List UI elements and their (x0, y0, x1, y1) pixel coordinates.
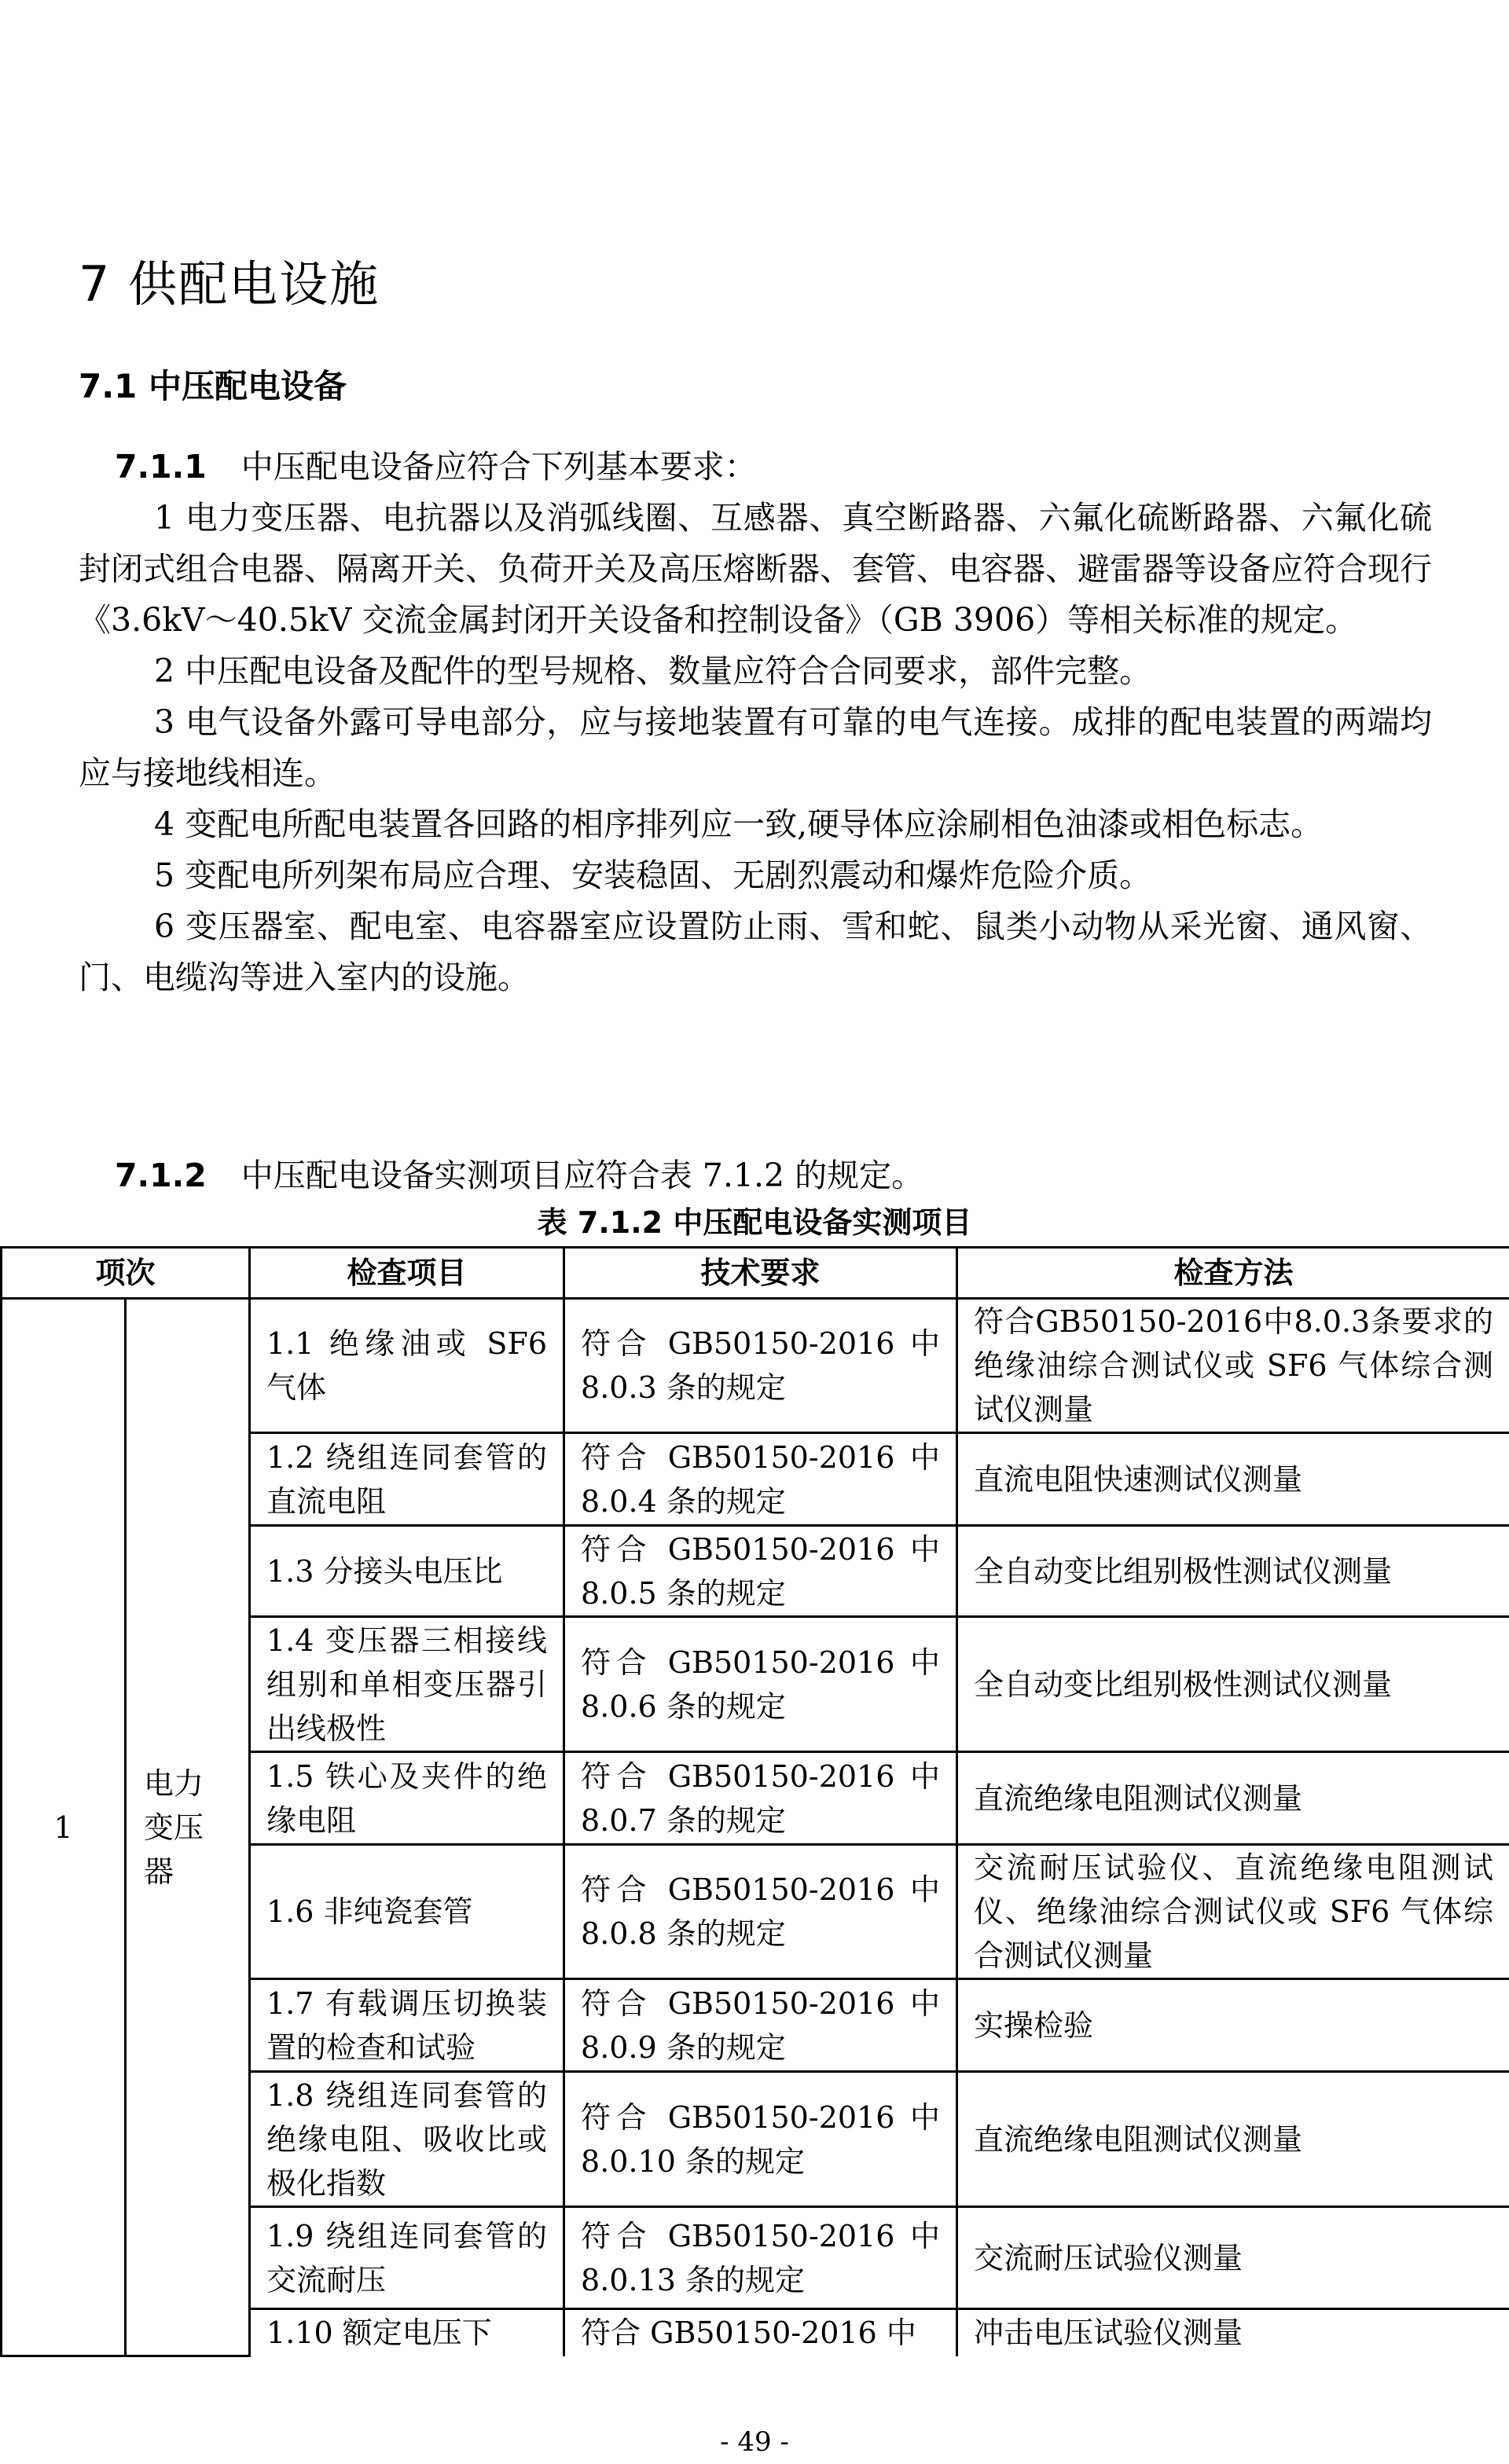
row-method: 直流绝缘电阻测试仪测量 (957, 1752, 1509, 1845)
row-method: 直流电阻快速测试仪测量 (957, 1433, 1509, 1526)
row-method: 直流绝缘电阻测试仪测量 (957, 2072, 1509, 2207)
chapter-title: 7 供配电设施 (79, 255, 380, 313)
clause-item: 4 变配电所配电装置各回路的相序排列应一致,硬导体应涂刷相色油漆或相色标志。 (154, 805, 1324, 843)
row-item: 1.6 非纯瓷套管 (250, 1845, 564, 1979)
row-item: 1.9 绕组连同套管的交流耐压 (250, 2207, 564, 2309)
page-number: - 49 - (720, 2426, 789, 2458)
row-requirement: 符合 GB50150-2016 中 8.0.3 条的规定 (564, 1299, 957, 1433)
clause-text: 中压配电设备实测项目应符合表 7.1.2 的规定。 (240, 1157, 924, 1194)
header-requirement: 技术要求 (564, 1248, 957, 1299)
row-item: 1.5 铁心及夹件的绝缘电阻 (250, 1752, 564, 1845)
clause-heading (79, 1150, 1432, 1201)
row-requirement: 符合 GB50150-2016 中 8.0.9 条的规定 (564, 1979, 957, 2072)
clause-item: 5 变配电所列架布局应合理、安装稳固、无剧烈震动和爆炸危险介质。 (154, 856, 1152, 894)
row-requirement: 符合 GB50150-2016 中 8.0.5 条的规定 (564, 1526, 957, 1617)
inspection-table (0, 1246, 1509, 2357)
row-requirement: 符合 GB50150-2016 中 8.0.8 条的规定 (564, 1845, 957, 1979)
clause-item: 1 电力变压器、电抗器以及消弧线圈、互感器、真空断路器、六氟化硫断路器、六氟化硫封闭式组合电器、隔离开关、负荷开关及高压熔断器、套管、电容器、避雷器等设备应符合现行《3.6kV～40.5kV 交流金属封闭开关设备和控制设备》（GB 3906）等相关标准的规定。 (79, 499, 1432, 639)
section-title: 7.1 中压配电设备 (79, 367, 347, 405)
row-method: 实操检验 (957, 1979, 1509, 2072)
row-method: 全自动变比组别极性测试仪测量 (957, 1617, 1509, 1752)
row-item: 1.4 变压器三相接线组别和单相变压器引出线极性 (250, 1617, 564, 1752)
row-item: 1.10 额定电压下 (250, 2309, 564, 2356)
row-requirement: 符合 GB50150-2016 中 8.0.7 条的规定 (564, 1752, 957, 1845)
clause-7-1-1 (79, 442, 1432, 1003)
row-item: 1.2 绕组连同套管的直流电阻 (250, 1433, 564, 1526)
row-requirement: 符合 GB50150-2016 中 8.0.10 条的规定 (564, 2072, 957, 2207)
row-method: 交流耐压试验仪测量 (957, 2207, 1509, 2309)
row-method: 冲击电压试验仪测量 (957, 2309, 1509, 2356)
table-header-row (2, 1248, 1509, 1299)
row-item: 1.3 分接头电压比 (250, 1526, 564, 1617)
table-row (2, 1299, 1509, 1433)
group-index: 1 (2, 1299, 126, 2356)
group-name: 电力变压器 (126, 1299, 250, 2356)
table-caption: 表 7.1.2 中压配电设备实测项目 (537, 1205, 972, 1240)
clause-item: 2 中压配电设备及配件的型号规格、数量应符合合同要求，部件完整。 (154, 652, 1152, 690)
clause-number: 7.1.1 (115, 448, 207, 486)
clause-item: 3 电气设备外露可导电部分，应与接地装置有可靠的电气连接。成排的配电装置的两端均应与接地线相连。 (79, 703, 1432, 792)
clause-item: 6 变压器室、配电室、电容器室应设置防止雨、雪和蛇、鼠类小动物从采光窗、通风窗、门、电缆沟等进入室内的设施。 (79, 908, 1432, 996)
row-item: 1.8 绕组连同套管的绝缘电阻、吸收比或极化指数 (250, 2072, 564, 2207)
clause-7-1-2 (79, 1150, 1432, 1201)
header-index: 项次 (2, 1248, 250, 1299)
row-requirement: 符合 GB50150-2016 中 (564, 2309, 957, 2356)
clause-text: 中压配电设备应符合下列基本要求： (240, 448, 757, 486)
row-method: 符合GB50150-2016中8.0.3条要求的绝缘油综合测试仪或 SF6 气体综合测试仪测量 (957, 1299, 1509, 1433)
row-requirement: 符合 GB50150-2016 中 8.0.13 条的规定 (564, 2207, 957, 2309)
header-method: 检查方法 (957, 1248, 1509, 1299)
row-requirement: 符合 GB50150-2016 中 8.0.6 条的规定 (564, 1617, 957, 1752)
row-item: 1.1 绝缘油或 SF6 气体 (250, 1299, 564, 1433)
row-requirement: 符合 GB50150-2016 中 8.0.4 条的规定 (564, 1433, 957, 1526)
clause-heading (79, 442, 1432, 493)
row-method: 交流耐压试验仪、直流绝缘电阻测试仪、绝缘油综合测试仪或 SF6 气体综合测试仪测量 (957, 1845, 1509, 1979)
row-item: 1.7 有载调压切换装置的检查和试验 (250, 1979, 564, 2072)
row-method: 全自动变比组别极性测试仪测量 (957, 1526, 1509, 1617)
header-item: 检查项目 (250, 1248, 564, 1299)
clause-number: 7.1.2 (115, 1157, 207, 1194)
